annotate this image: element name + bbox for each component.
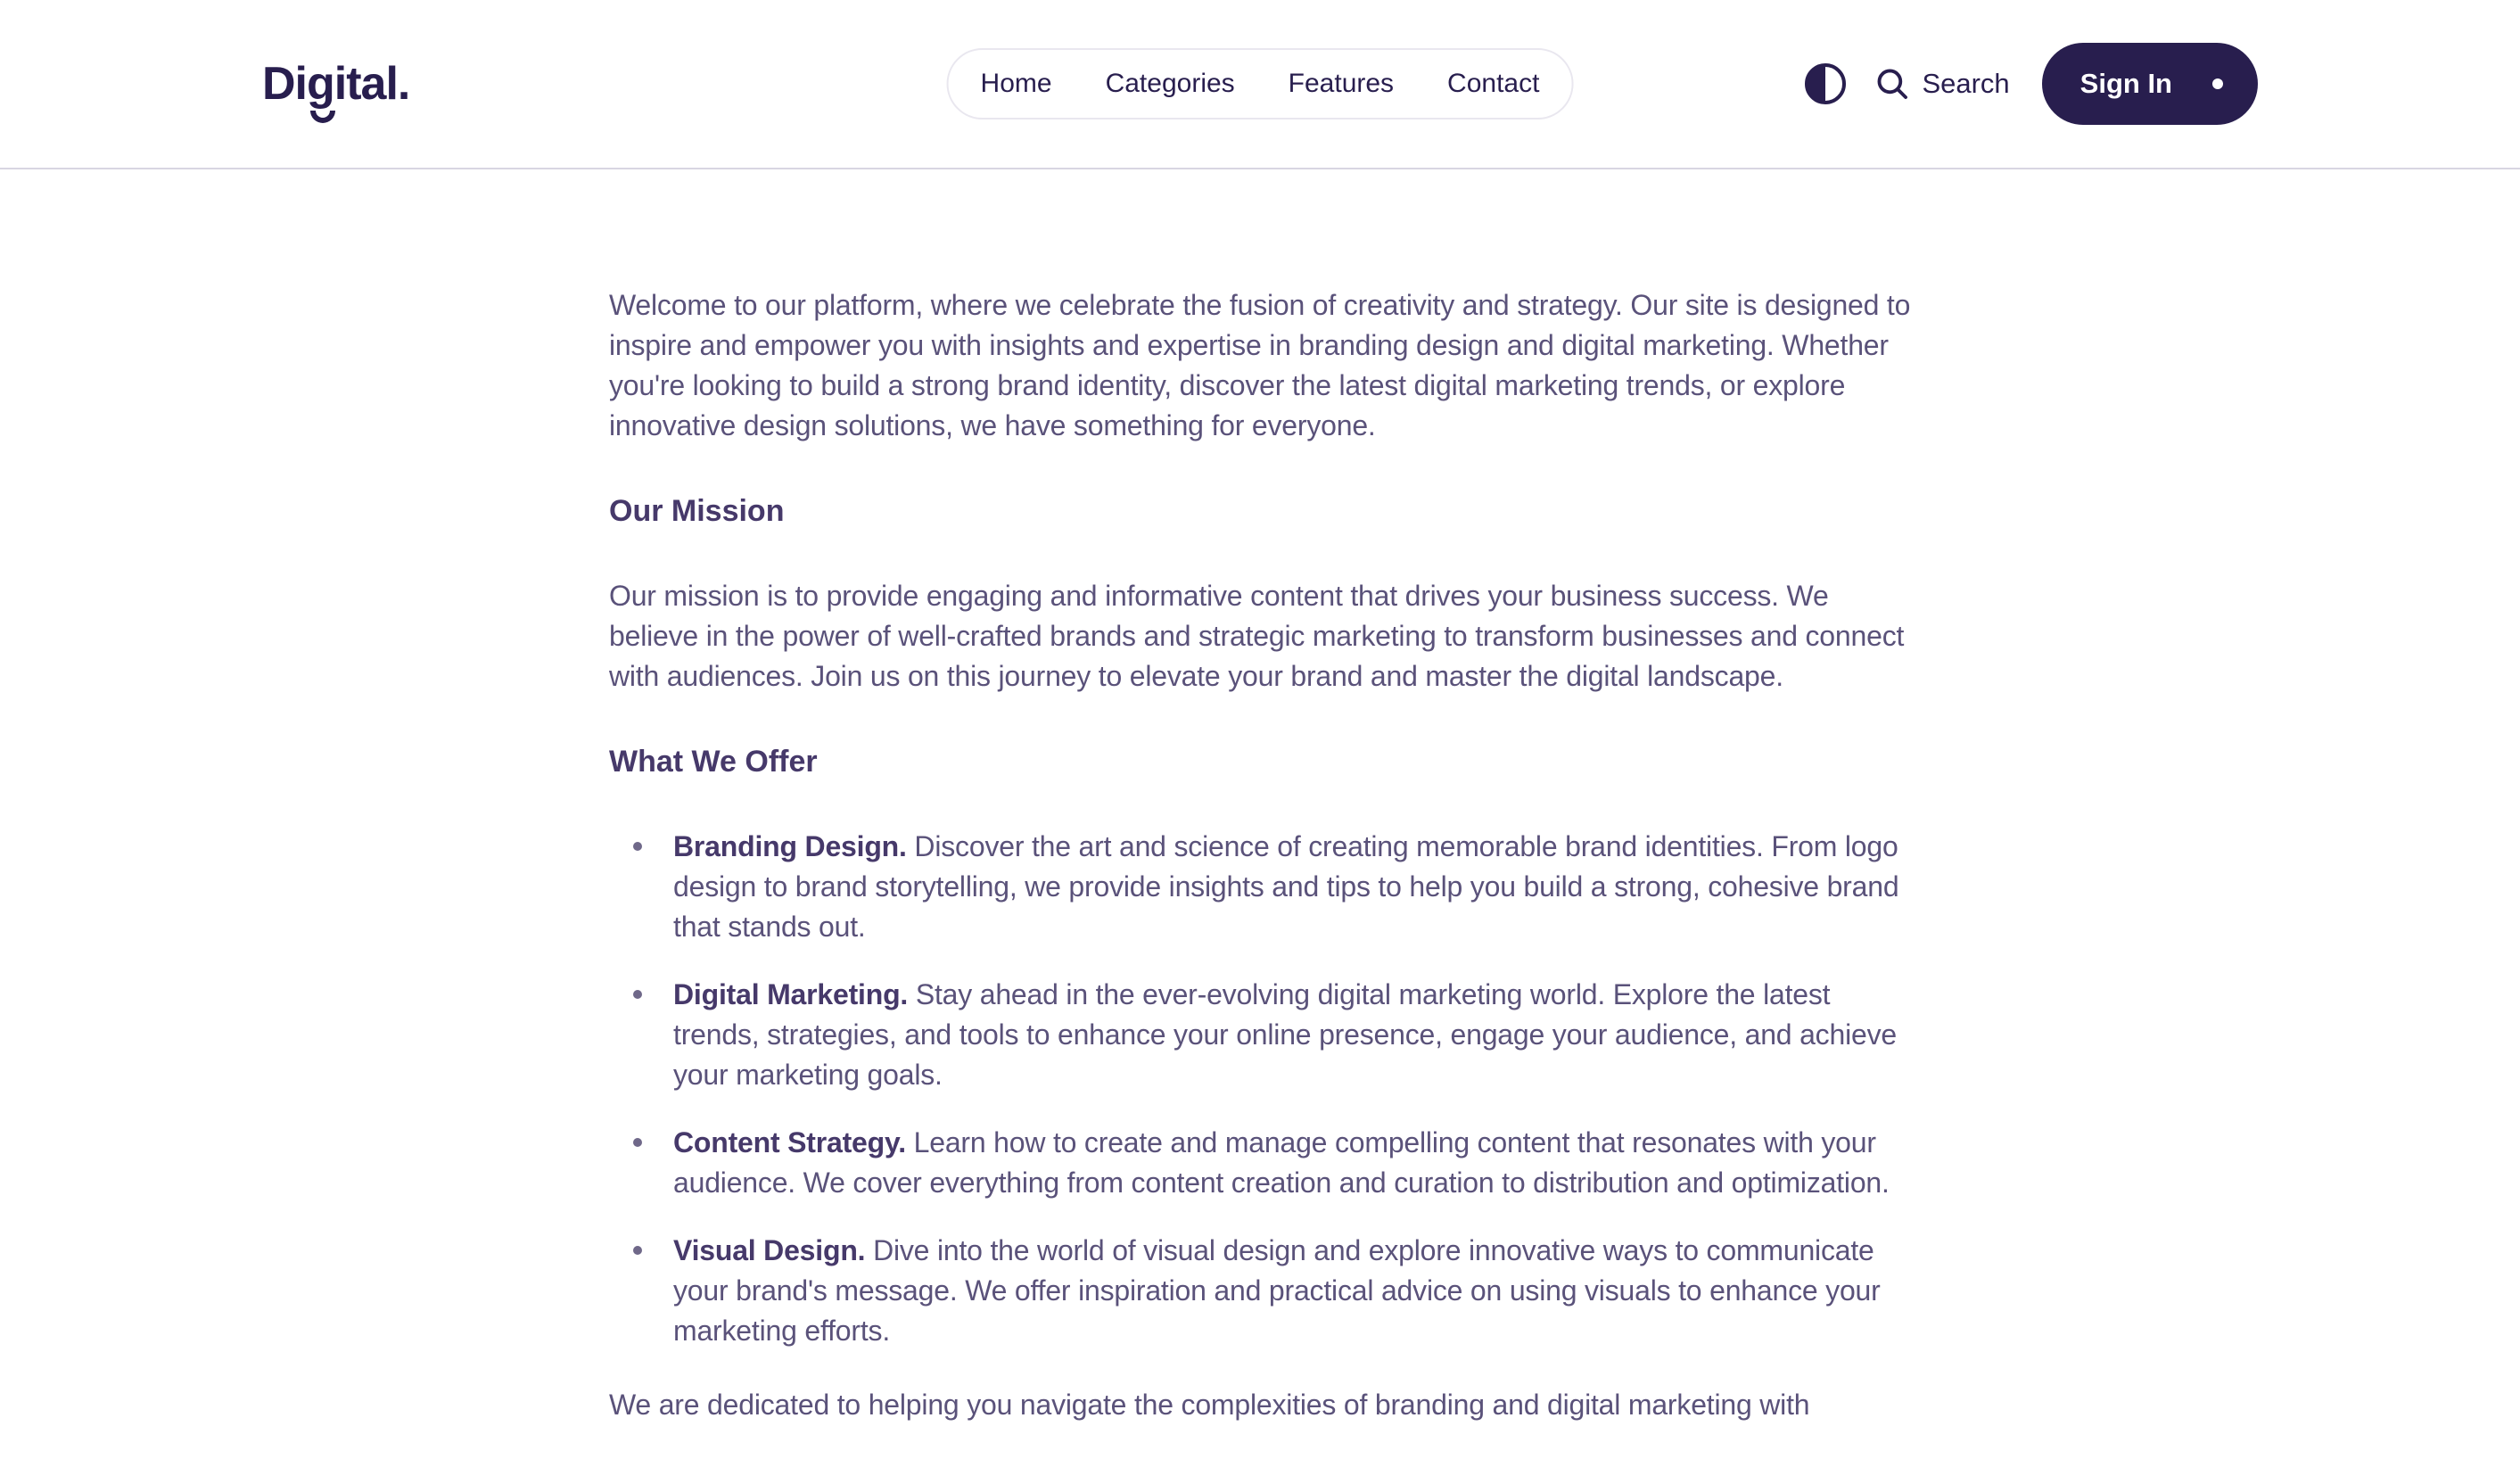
brand-logo-text: Digital. (262, 58, 410, 110)
intro-paragraph: Welcome to our platform, where we celebrate the fusion of creativity and strategy. Our site is designed to inspire and empower you with insights and expertise in branding design and digital marketing. Whether you're looking to build a strong brand identity, discover the latest digital marketing trends, or explore innovative design solutions, we have something for everyone. (609, 289, 1911, 441)
closing-paragraph: We are dedicated to helping you navigate the complexities of branding and digital marketing with (609, 1389, 1810, 1421)
offer-text: Discover the art and science of creating memorable brand identities. From logo design to brand storytelling, we provide insights and tips to help you build a strong, cohesive brand that stands out. (673, 830, 1899, 943)
search-button[interactable] (1874, 65, 2009, 103)
search-icon (1874, 65, 1911, 103)
main-content (609, 169, 1911, 1425)
list-item-content-strategy (609, 1123, 1911, 1203)
list-item-digital-marketing (609, 975, 1911, 1095)
sign-in-label: Sign In (2079, 68, 2172, 99)
offer-title: Branding Design. (673, 830, 907, 862)
nav-link-features[interactable]: Features (1288, 69, 1395, 98)
header-actions (1804, 43, 2258, 125)
offer-title: Visual Design. (673, 1234, 866, 1266)
nav-link-home[interactable]: Home (980, 69, 1052, 98)
main-nav (947, 48, 1574, 120)
list-item-branding-design (609, 827, 1911, 947)
sign-in-button[interactable] (2042, 43, 2258, 125)
list-item-visual-design (609, 1231, 1911, 1351)
offer-text: Dive into the world of visual design and explore innovative ways to communicate your brand's message. We offer inspiration and practical advice on using visuals to enhance your marketing efforts. (673, 1234, 1881, 1347)
nav-link-contact[interactable]: Contact (1447, 69, 1540, 98)
sign-in-dot-icon (2212, 78, 2223, 89)
contrast-icon (1805, 63, 1846, 104)
search-label: Search (1922, 68, 2010, 99)
logo-g-breve-decoration (310, 111, 335, 123)
brand-logo[interactable] (262, 57, 409, 111)
mission-paragraph: Our mission is to provide engaging and informative content that drives your business success. We believe in the power of well-crafted brands and strategic marketing to transform businesses and connect with audiences. Join us on this journey to elevate your brand and master the digital landscape. (609, 580, 1905, 692)
offer-title: Digital Marketing. (673, 978, 909, 1010)
offers-list (609, 827, 1911, 1351)
mission-heading: Our Mission (609, 494, 785, 528)
offer-heading: What We Offer (609, 745, 818, 779)
theme-toggle-button[interactable] (1804, 62, 1847, 105)
offer-title: Content Strategy. (673, 1126, 906, 1158)
offer-text: Stay ahead in the ever-evolving digital marketing world. Explore the latest trends, strategies, and tools to enhance your online presence, engage your audience, and achieve your marketing goals. (673, 978, 1897, 1091)
site-header (0, 0, 2520, 169)
nav-link-categories[interactable]: Categories (1105, 69, 1235, 98)
offer-text: Learn how to create and manage compelling content that resonates with your audience. We cover everything from content creation and curation to distribution and optimization. (673, 1126, 1890, 1199)
